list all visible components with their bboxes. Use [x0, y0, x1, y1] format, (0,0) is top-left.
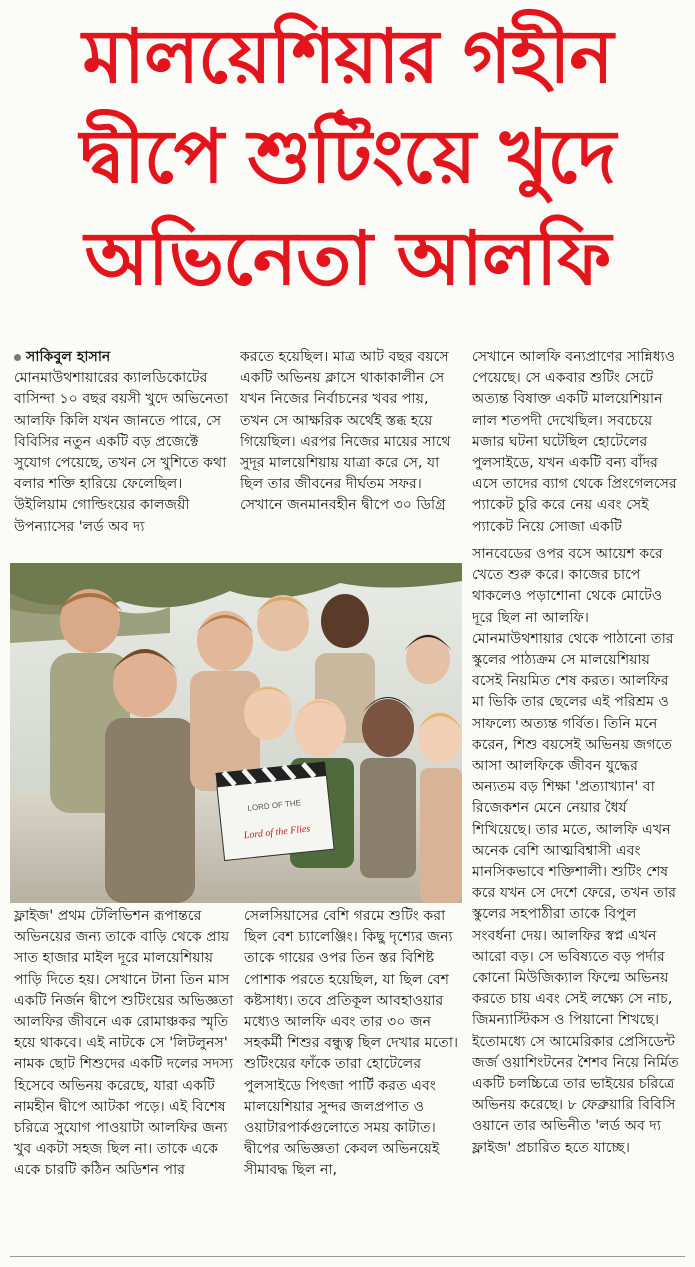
article-column-2 — [240, 347, 460, 543]
article-column-5 — [244, 906, 464, 1246]
bottom-rule — [10, 1256, 685, 1257]
article-column-3-rest — [472, 544, 684, 1244]
column-2-text: করতে হয়েছিল। মাত্র আট বছর বয়সে একটি অভিনয় ক্লাসে থাকাকালীন সে যখন নিজের নির্বাচনের খবর পায়, তখন সে আক্ষরিক অর্থেই স্তব্ধ হয়ে গিয়েছিল। এরপর নিজের মায়ের সাথে সুদূর মালয়েশিয়ায় যাত্রা করে সে, যা ছিল তার জীবনের দীর্ঘতম সফর। সেখানে জনমানবহীন দ্বীপে ৩০ ডিগ্রি — [240, 349, 451, 514]
column-3-top-text: সেখানে আলফি বন্যপ্রাণের সান্নিধ্যও পেয়েছে। সে একবার শুটিং সেটে অত্যন্ত বিষাক্ত একটি মালয়েশিয়ান লাল শতপদী দেখেছিল। সবচেয়ে মজার ঘটনা ঘটেছিল হোটেলের পুলসাইডে, যখন একটি বন্য বাঁদর এসে তাদের ব্যাগ থেকে প্রিংগেলসের প্যাকেট চুরি করে নেয় এবং সেই প্যাকেট নিয়ে সোজা একটি — [472, 349, 677, 535]
headline-line-2: দ্বীপে শুটিংয়ে খুদে — [79, 114, 616, 200]
byline-name: সাকিবুল হাসান — [26, 349, 111, 365]
clapper-title: Lord of the Flies — [243, 823, 311, 842]
column-4-text: ফ্লাইজ' প্রথম টেলিভিশন রূপান্তরে অভিনয়ের জন্য তাকে বাড়ি থেকে প্রায় সাত হাজার মাইল দূরে মালয়েশিয়ায় পাড়ি দিতে হয়। সেখানে টানা তিন মাস একটি নির্জন দ্বীপে শুটিংয়ের অভিজ্ঞতা আলফির জীবনে এক রোমাঞ্চকর স্মৃতি হয়ে থাকবে। এই নাটকে সে 'লিটলুনস' নামক ছোট শিশুদের একটি দলের সদস্য হিসেবে অভিনয় করেছে, যারা একটি নামহীন দ্বীপে আটকা পড়ে। এই বিশেষ চরিত্রে সুযোগ পাওয়াটা আলফির জন্য খুব একটা সহজ ছিল না। তাকে একে একে চারটি কঠিন অডিশন পার — [14, 908, 234, 1179]
article-column-4 — [14, 906, 236, 1246]
byline — [14, 347, 232, 368]
clapper-text-1: LORD OF THE — [247, 798, 302, 813]
column-1-text: মোনমাউথশায়ারের ক্যালডিকোটের বাসিন্দা ১০ বছর বয়সী খুদে অভিনেতা আলফি কিলি যখন জানতে পারে, সে বিবিসির নতুন একটি বড় প্রজেক্টে সুযোগ পেয়েছে, তখন সে খুশিতে কথা বলার শক্তি হারিয়ে ফেলেছিল। উইলিয়াম গোল্ডিংয়ের কালজয়ী উপন্যাসের 'লর্ড অব দ্য — [14, 370, 229, 535]
column-5-text: সেলসিয়াসের বেশি গরমে শুটিং করা ছিল বেশ চ্যালেঞ্জিং। কিছু দৃশ্যের জন্য তাকে গায়ের ওপর তিন স্তর বিশিষ্ট পোশাক পরতে হয়েছিল, যা ছিল বেশ কষ্টসাধ্য। তবে প্রতিকূল আবহাওয়ার মধ্যেও আলফি এবং তার ৩০ জন সহকর্মী শিশুর বন্ধুত্ব ছিল দেখার মতো। শুটিংয়ের ফাঁকে তারা হোটেলের পুলসাইডে পিৎজা পার্টি করত এবং মালয়েশিয়ার সুন্দর জলপ্রপাত ও ওয়াটারপার্কগুলোতে সময় কাটাত। দ্বীপের অভিজ্ঞতা কেবল অভিনয়েই সীমাবদ্ধ ছিল না, — [244, 908, 459, 1179]
column-3-rest-text: সানবেডের ওপর বসে আয়েশ করে খেতে শুরু করে। কাজের চাপে থাকলেও পড়াশোনা থেকে মোটেও দূরে ছিল না আলফি। মোনমাউথশায়ার থেকে পাঠানো তার স্কুলের পাঠ্যক্রম সে মালয়েশিয়ায় বসেই নিয়মিত শেষ করত। আলফির মা ভিকি তার ছেলের এই পরিশ্রম ও সাফল্যে অত্যন্ত গর্বিত। তিনি মনে করেন, শিশু বয়সেই অভিনয় জগতে আসা আলফিকে জীবন যুদ্ধের অন্যতম বড় শিক্ষা 'প্রত্যাখ্যান' বা রিজেকশন মেনে নেয়ার ধৈর্য শিখিয়েছে। তার মতে, আলফি এখন অনেক বেশি আত্মবিশ্বাসী এবং মানসিকভাবে শক্তিশালী। শুটিং শেষ করে যখন সে দেশে ফেরে, তখন তার স্কুলের সহপাঠীরা তাকে বিপুল সংবর্ধনা দেয়। আলফির স্বপ্ন এখন আরো বড়। সে ভবিষ্যতে বড় পর্দার কোনো মিউজিক্যাল ফিল্মে অভিনয় করতে চায় এবং সেই লক্ষ্যে সে নাচ, জিমন্যাস্টিকস ও পিয়ানো শিখছে। ইতোমধ্যে সে আমেরিকার প্রেসিডেন্ট জর্জ ওয়াশিংটনের শৈশব নিয়ে নির্মিত একটি চলচ্চিত্রে তার ভাইয়ের চরিত্রে অভিনয় করেছে। ৮ ফেব্রুয়ারি বিবিসি ওয়ানে তার অভিনীত 'লর্ড অব দ্য ফ্লাইজ' প্রচারিত হতে যাচ্ছে। — [472, 546, 679, 1156]
bullet-icon — [14, 354, 21, 361]
clapperboard — [215, 762, 334, 861]
article-column-1 — [14, 347, 232, 543]
headline-line-3: অভিনেতা আলফি — [84, 216, 611, 302]
article-column-3-top — [472, 347, 684, 543]
headline-line-1: মালয়েশিয়ার গহীন — [82, 14, 613, 100]
children-cast-photo — [10, 563, 462, 903]
article-photo — [10, 563, 462, 903]
